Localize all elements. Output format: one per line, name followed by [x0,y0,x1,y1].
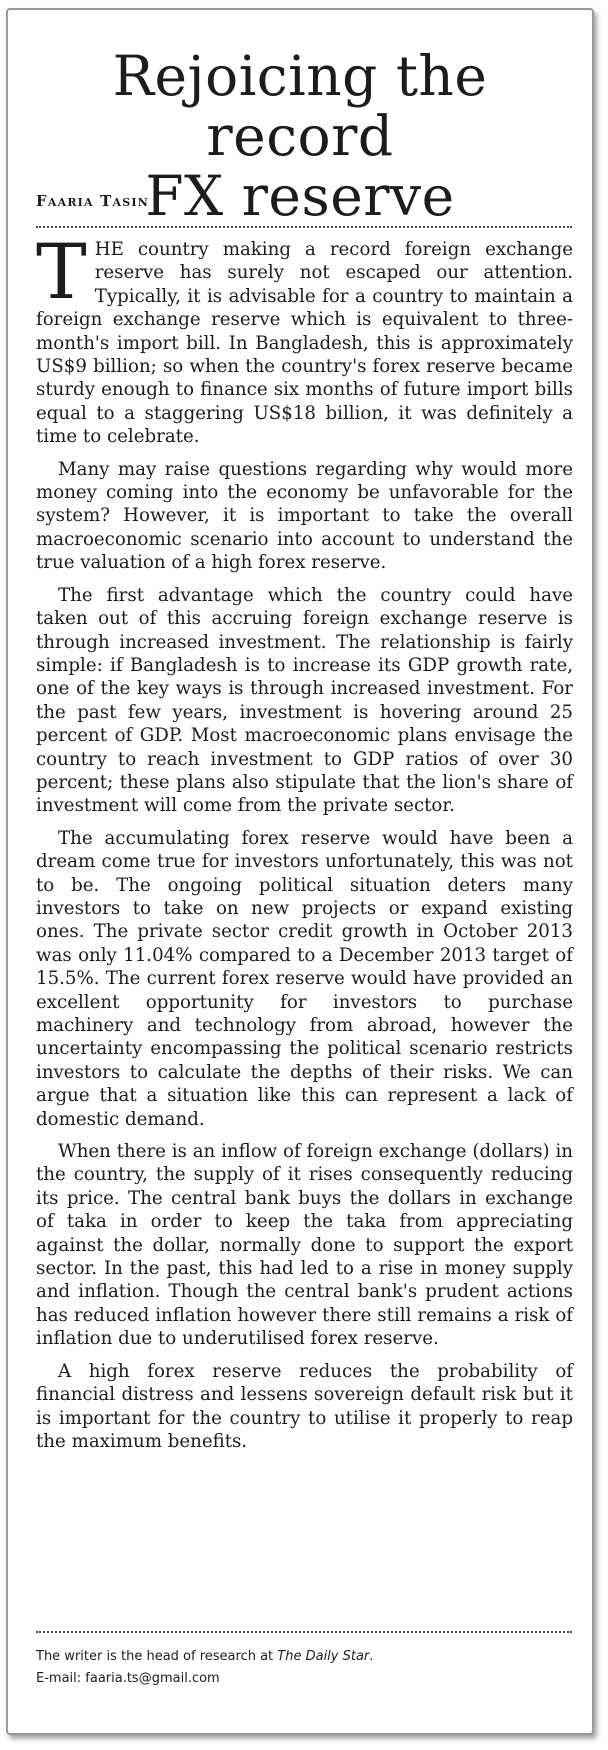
author-footer [36,1646,572,1690]
publication-name: The Daily Star [277,1649,370,1664]
author-email: E-mail: faaria.ts@gmail.com [36,1671,220,1686]
writer-note-suffix: . [369,1649,374,1664]
drop-cap: T [36,227,87,316]
writer-note-prefix: The writer is the head of research at [36,1649,278,1664]
dotted-divider-bottom [36,1631,572,1633]
headline-line-2: FX reserve [145,164,455,228]
paragraph-1 [36,227,573,449]
paragraph-1-text: HE country making a record foreign exchange reserve has surely not escaped our attention. Typically, it is advisable for a country to maintain a foreign exchange reserve which is equivalent to three-month's import bill. In Bangladesh, this is approximately US$9 billion; so when the country's forex reserve became sturdy enough to finance six months of future import bills equal to a staggering US$18 billion, it was definitely a time to celebrate. [36,239,573,448]
dotted-divider-top [36,226,572,228]
byline: Faaria Tasin [36,192,150,210]
paragraph-2: Many may raise questions regarding why would more money coming into the economy be unfavorable for the system? However, it is important to take the overall macroeconomic scenario into account to understand the true valuation of a high forex reserve. [36,458,573,574]
paragraph-4: The accumulating forex reserve would have been a dream come true for investors unfortunately, this was not to be. The ongoing political situation deters many investors to take on new projects or expand existing ones. The private sector credit growth in October 2013 was only 11.04% compared to a December 2013 target of 15.5%. The current forex reserve would have provided an excellent opportunity for investors to purchase machinery and technology from abroad, however the uncertainty encompassing the political scenario restricts investors to calculate the depths of their risks. We can argue that a situation like this can represent a lack of domestic demand. [36,827,573,1130]
paragraph-3: The first advantage which the country could have taken out of this accruing foreign exchange reserve is through increased investment. The relationship is fairly simple: if Bangladesh is to increase its GDP growth rate, one of the key ways is through increased investment. For the past few years, investment is hovering around 25 percent of GDP. Most macroeconomic plans envisage the country to reach investment to GDP ratios of over 30 percent; these plans also stipulate that the lion's share of investment will come from the private sector. [36,584,573,817]
writer-note [36,1646,572,1668]
paragraph-5: When there is an inflow of foreign exchange (dollars) in the country, the supply of it rises consequently reducing its price. The central bank buys the dollars in exchange of taka in order to keep the taka from appreciating against the dollar, normally done to support the export sector. In the past, this had led to a rise in money supply and inflation. Though the central bank's prudent actions has reduced inflation however there still remains a risk of inflation due to underutilised forex reserve. [36,1141,573,1350]
headline-line-1: Rejoicing the record [112,44,488,168]
article-body [36,227,573,1462]
paragraph-6: A high forex reserve reduces the probability of financial distress and lessens sovereign default risk but it is important for the country to utilise it properly to reap the maximum benefits. [36,1360,573,1452]
